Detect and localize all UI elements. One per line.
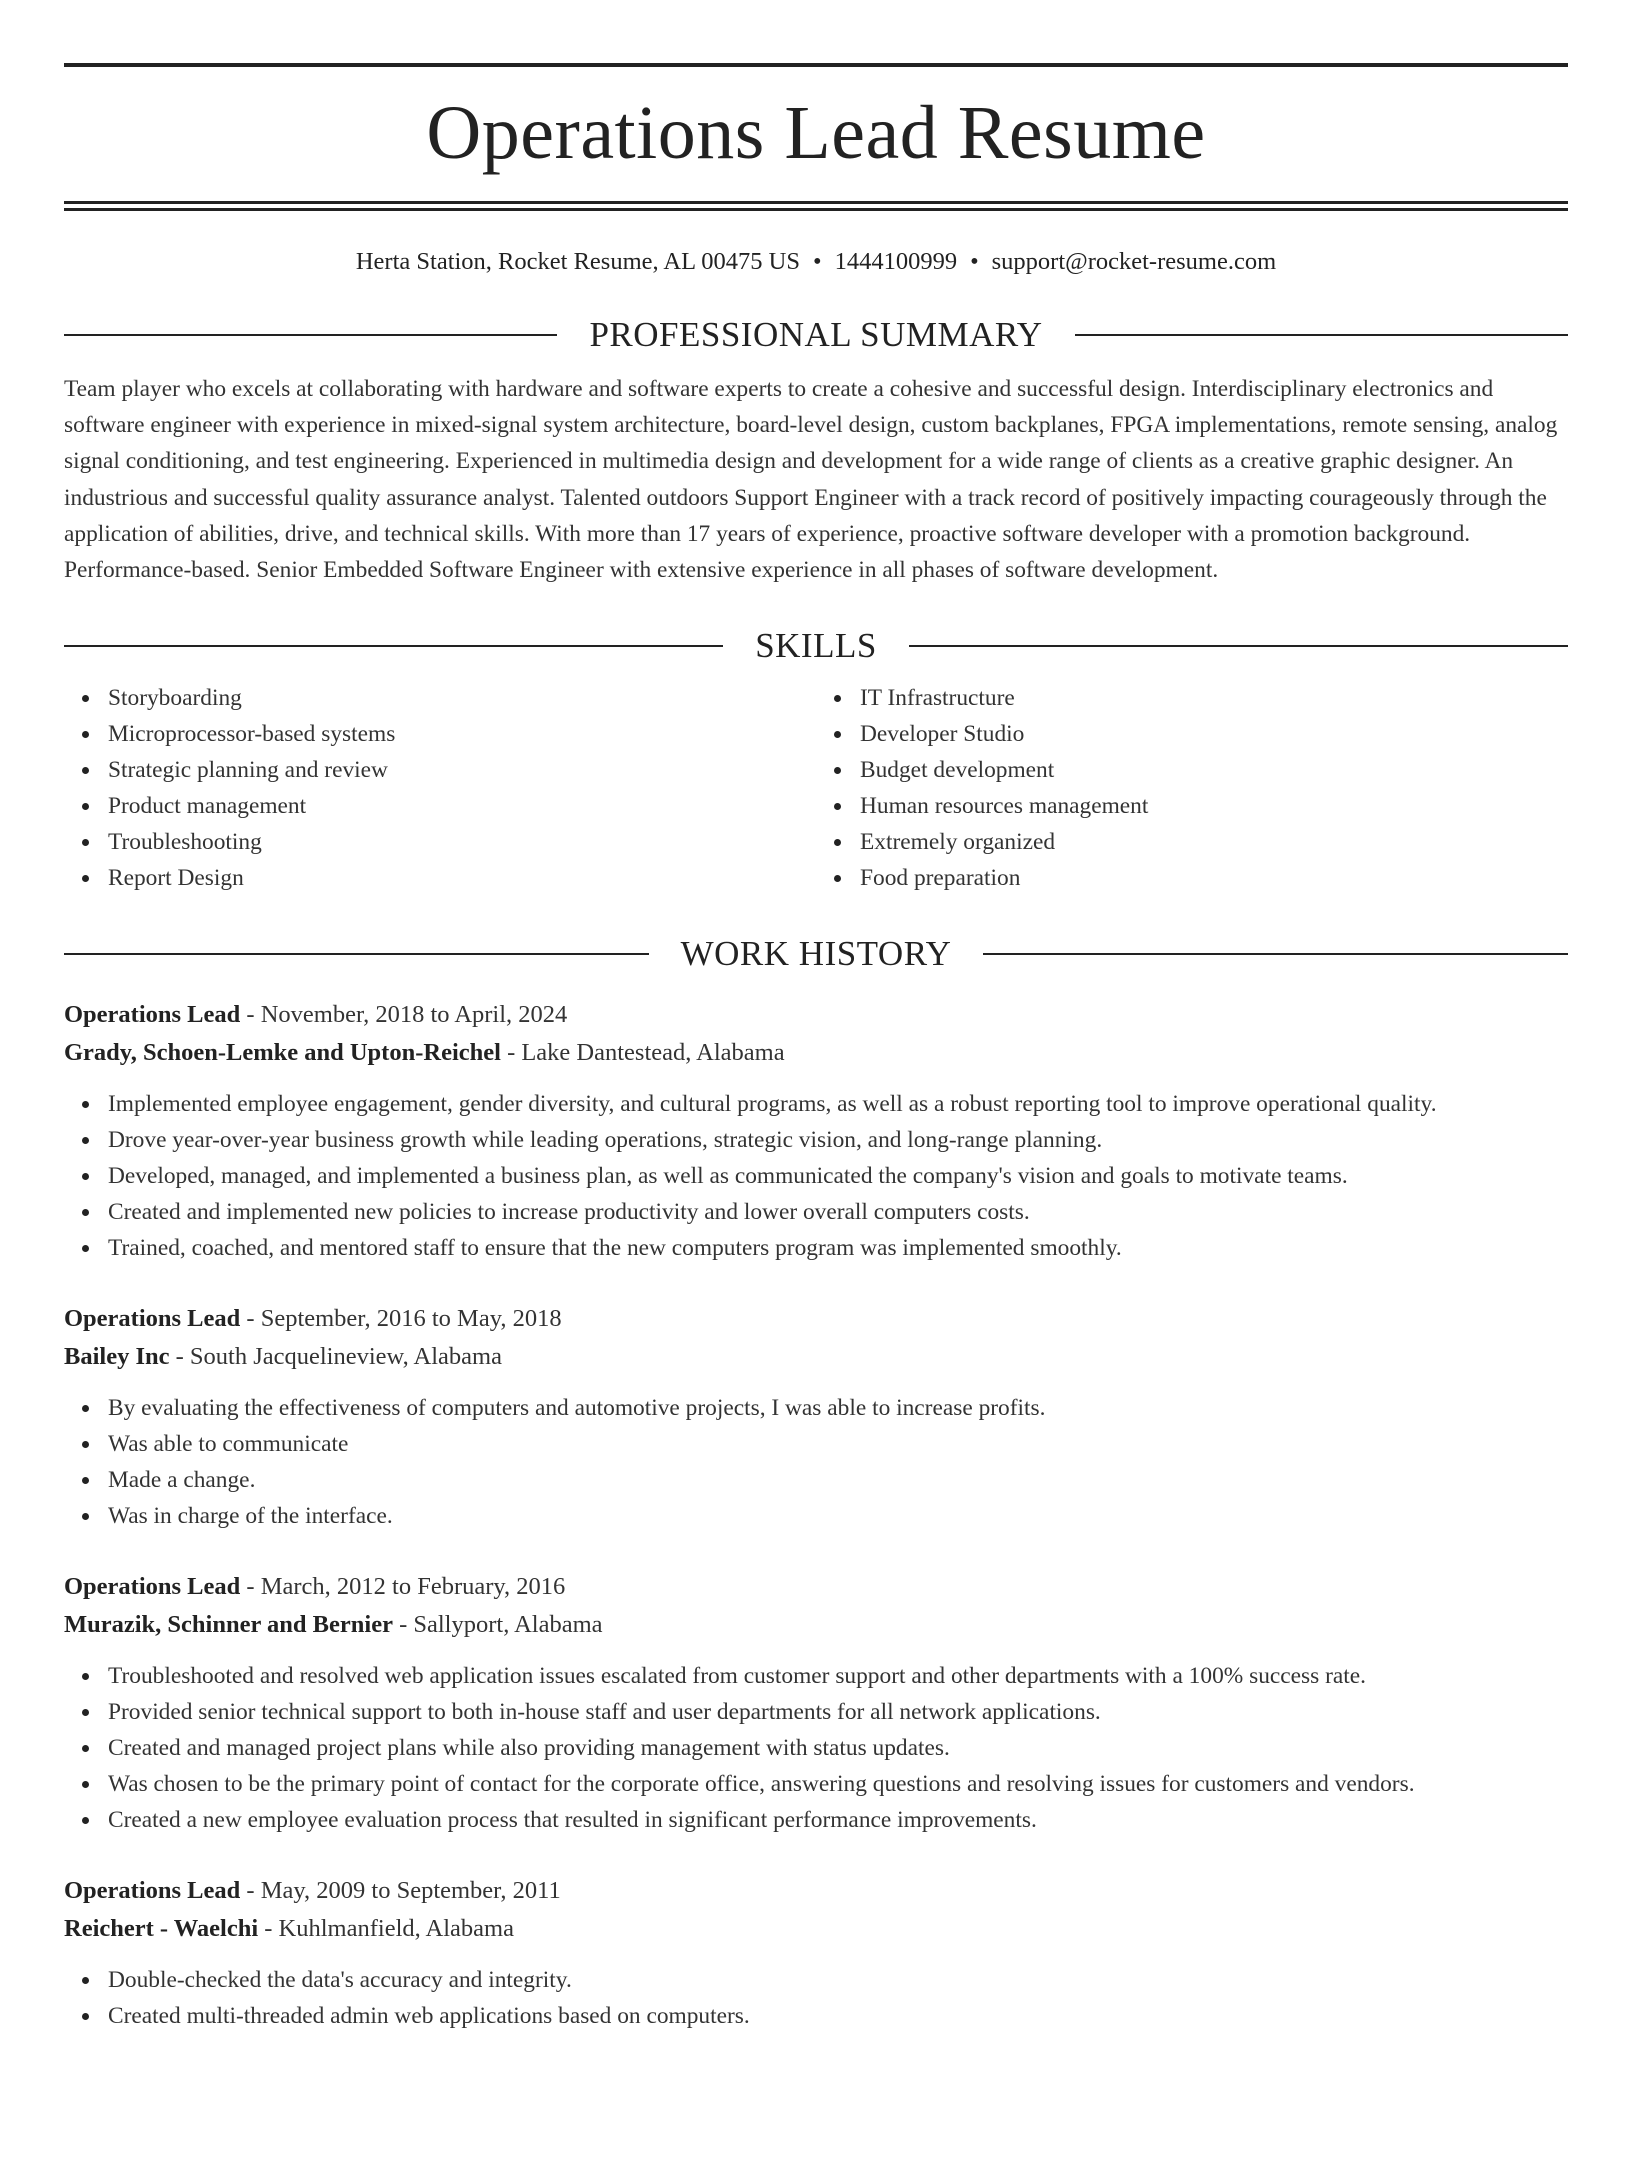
work-heading [64, 934, 1568, 974]
job-bullet: Was able to communicate [108, 1426, 1568, 1462]
resume-page [0, 63, 1632, 2034]
job-bullet: Was chosen to be the primary point of contact for the corporate office, answering questions and resolving issues for customers and vendors. [108, 1766, 1568, 1802]
skills-list [64, 680, 1568, 896]
job-dates: - May, 2009 to September, 2011 [240, 1877, 561, 1905]
job-title-line [64, 1568, 1568, 1606]
job-company: Grady, Schoen-Lemke and Upton-Reichel [64, 1039, 501, 1067]
contact-separator: • [812, 248, 822, 275]
heading-rule [64, 953, 649, 955]
summary-text: Team player who excels at collaborating with hardware and software experts to create a cohesive and successful design. Interdisciplinary electronics and software engineer with experience in mixed-signal system architecture, board-level design, custom backplanes, FPGA implementations, remote sensing, analog signal conditioning, and test engineering. Experienced in multimedia design and development for a wide range of clients as a creative graphic designer. An industrious and successful quality assurance analyst. Talented outdoors Support Engineer with a track record of positively impacting courageously through the application of abilities, drive, and technical skills. With more than 17 years of experience, proactive software developer with a promotion background. Performance-based. Senior Embedded Software Engineer with extensive experience in all phases of software development. [64, 376, 1558, 584]
job-location: - Lake Dantestead, Alabama [500, 1039, 785, 1067]
job-dates: - September, 2016 to May, 2018 [240, 1305, 562, 1333]
job-bullet: Created and managed project plans while also providing management with status updates. [108, 1730, 1568, 1766]
skill-item: Storyboarding [108, 680, 816, 716]
job-bullet: Made a change. [108, 1462, 1568, 1498]
job-bullet: Developed, managed, and implemented a business plan, as well as communicated the company's vision and goals to motivate teams. [108, 1158, 1568, 1194]
contact-phone: 1444100999 [834, 248, 958, 275]
skill-item: Food preparation [860, 860, 1568, 896]
job-company-line [64, 1910, 1568, 1948]
job-entry [64, 1300, 1568, 1534]
contact-separator: • [970, 248, 979, 275]
heading-rule [64, 334, 557, 336]
job-location: - Sallyport, Alabama [392, 1611, 603, 1639]
skill-item: Extremely organized [860, 824, 1568, 860]
job-bullet: Implemented employee engagement, gender diversity, and cultural programs, as well as a robust reporting tool to improve operational quality. [108, 1086, 1568, 1122]
job-bullet: Created a new employee evaluation process that resulted in significant performance improvements. [108, 1802, 1568, 1838]
heading-rule [64, 645, 723, 647]
job-title: Operations Lead [64, 1001, 241, 1029]
skill-item: Report Design [108, 860, 816, 896]
job-company-line [64, 1034, 1568, 1072]
skills-column-right [816, 680, 1568, 896]
job-title-line [64, 1300, 1568, 1338]
job-title-line [64, 996, 1568, 1034]
job-company: Murazik, Schinner and Bernier [64, 1611, 393, 1639]
job-dates: - March, 2012 to February, 2016 [240, 1573, 566, 1601]
job-title-line [64, 1872, 1568, 1910]
heading-rule [909, 645, 1568, 647]
job-bullet: Provided senior technical support to both in-house staff and user departments for all network applications. [108, 1694, 1568, 1730]
skill-item: Product management [108, 788, 816, 824]
skills-title: SKILLS [755, 626, 877, 666]
skill-item: Budget development [860, 752, 1568, 788]
title-double-rule [64, 201, 1568, 211]
job-bullets [64, 1390, 1568, 1534]
job-location: - South Jacquelineview, Alabama [169, 1343, 502, 1371]
job-bullet: Troubleshooted and resolved web application issues escalated from customer support and other departments with a 100% success rate. [108, 1658, 1568, 1694]
job-bullet: Created multi-threaded admin web applications based on computers. [108, 1998, 1568, 2034]
skill-item: Troubleshooting [108, 824, 816, 860]
job-bullet: Was in charge of the interface. [108, 1498, 1568, 1534]
job-title: Operations Lead [64, 1573, 241, 1601]
skill-item: Human resources management [860, 788, 1568, 824]
job-company: Reichert - Waelchi [64, 1915, 259, 1943]
heading-rule [983, 953, 1568, 955]
job-location: - Kuhlmanfield, Alabama [258, 1915, 514, 1943]
job-entry [64, 1568, 1568, 1838]
resume-title: Operations Lead Resume [426, 91, 1206, 175]
job-company: Bailey Inc [64, 1343, 170, 1371]
skill-item: IT Infrastructure [860, 680, 1568, 716]
job-bullets [64, 1962, 1568, 2034]
job-dates: - November, 2018 to April, 2024 [240, 1001, 568, 1029]
skill-item: Developer Studio [860, 716, 1568, 752]
job-company-line [64, 1338, 1568, 1376]
job-bullet: Trained, coached, and mentored staff to ensure that the new computers program was implemented smoothly. [108, 1230, 1568, 1266]
skills-heading [64, 626, 1568, 666]
contact-email: support@rocket-resume.com [991, 248, 1277, 275]
contact-address: Herta Station, Rocket Resume, AL 00475 US [355, 248, 800, 275]
job-company-line [64, 1606, 1568, 1644]
summary-title: PROFESSIONAL SUMMARY [589, 315, 1043, 354]
summary-heading [64, 315, 1568, 355]
job-bullets [64, 1658, 1568, 1838]
work-title: WORK HISTORY [680, 934, 952, 974]
job-bullet: By evaluating the effectiveness of computers and automotive projects, I was able to increase profits. [108, 1390, 1568, 1426]
job-bullet: Drove year-over-year business growth while leading operations, strategic vision, and long-range planning. [108, 1122, 1568, 1158]
job-bullet: Double-checked the data's accuracy and integrity. [108, 1962, 1568, 1998]
job-bullets [64, 1086, 1568, 1266]
skills-column-left [64, 680, 816, 896]
job-entry [64, 1872, 1568, 2034]
job-entry [64, 996, 1568, 1266]
skill-item: Strategic planning and review [108, 752, 816, 788]
job-title: Operations Lead [64, 1877, 241, 1905]
job-title: Operations Lead [64, 1305, 241, 1333]
job-bullet: Created and implemented new policies to increase productivity and lower overall computers costs. [108, 1194, 1568, 1230]
heading-rule [1075, 334, 1568, 336]
skill-item: Microprocessor-based systems [108, 716, 816, 752]
contact-line [64, 247, 1568, 277]
